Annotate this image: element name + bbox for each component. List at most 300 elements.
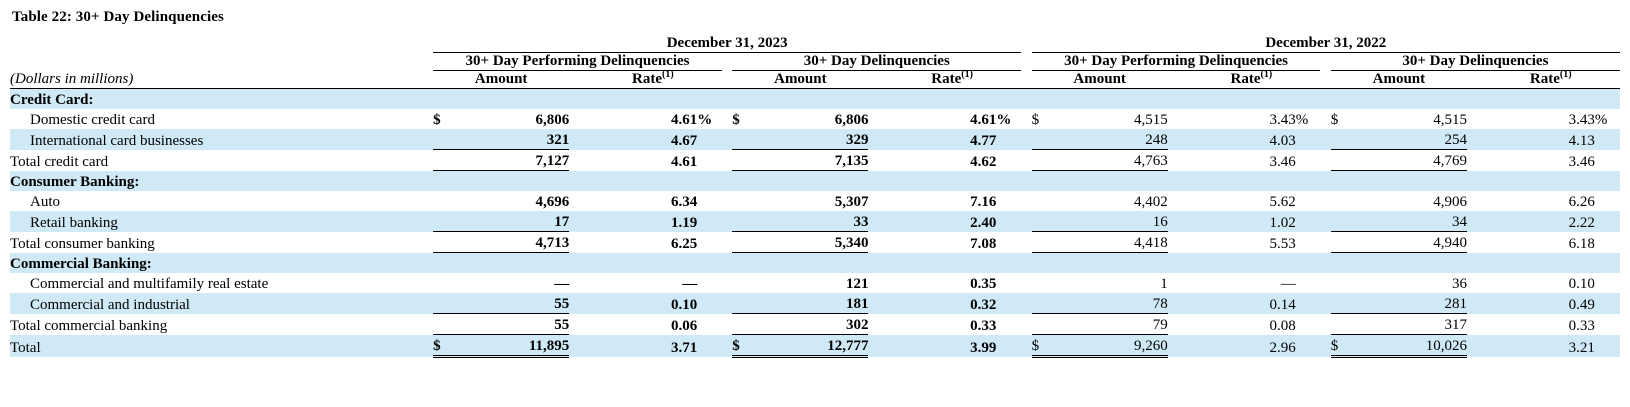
cell-gap [1467,129,1481,150]
amount-cell: 5,307 [834,194,869,210]
cell-gap [1168,335,1182,357]
percent-symbol [1595,129,1620,150]
rate-cell: — [682,276,698,292]
amount-cell: 6,806 [834,112,869,128]
amount-cell: 5,340 [755,232,869,253]
table-row [10,150,1620,171]
amount-cell: 6,806 [535,112,570,128]
rate-cell [584,89,698,110]
amount-cell: 248 [1145,132,1168,148]
percent-symbol [697,253,722,274]
amount-cell: 79 [1054,314,1168,335]
header-amount-1: Amount [433,71,569,89]
rate-cell [584,253,698,274]
rate-cell [883,171,997,192]
cell-gap [1467,293,1481,314]
currency-symbol [732,253,755,274]
currency-symbol [1331,314,1354,335]
column-separator [1021,314,1031,335]
rate-cell: 4.13 [1568,132,1595,149]
rate-cell: 3.43 [1568,112,1595,128]
row-label: Consumer Banking: [10,174,140,190]
column-separator [722,335,732,357]
row-label: Commercial Banking: [10,256,152,272]
row-label: Retail banking [30,214,118,231]
column-separator [722,191,732,211]
amount-cell [456,171,570,192]
rate-cell [1182,89,1296,110]
percent-symbol [1296,335,1321,357]
rate-cell: 3.99 [970,339,997,356]
table-row [10,293,1620,314]
currency-symbol: $ [1331,335,1354,357]
rate-cell: 4.62 [970,153,997,170]
table-caption: Table 22: 30+ Day Delinquencies [12,9,224,25]
amount-cell: 302 [755,314,869,335]
rate-cell: 3.21 [1568,339,1595,356]
percent-symbol [996,253,1021,274]
column-separator [1320,211,1330,232]
column-separator [1320,335,1330,357]
amount-cell: — [554,276,570,292]
cell-gap [1168,273,1182,293]
cell-gap [569,129,583,150]
rate-cell: 0.49 [1568,296,1595,313]
table-row [10,273,1620,293]
percent-symbol [1595,273,1620,293]
amount-cell [456,253,570,274]
header-spacer [10,35,433,53]
cell-gap [868,211,882,232]
percent-symbol [697,129,722,150]
amount-cell: 4,713 [456,232,570,253]
row-label: Auto [30,194,60,210]
amount-cell [1353,89,1467,110]
header-amount-2: Amount [732,71,868,89]
amount-cell: 4,769 [1353,150,1467,171]
amount-cell: 10,026 [1353,335,1467,357]
currency-symbol [1032,232,1055,253]
amount-cell: 321 [546,132,570,148]
row-label: Commercial and multifamily real estate [30,276,269,292]
amount-cell: 12,777 [755,335,869,357]
percent-symbol: % [996,112,1012,128]
cell-gap [1467,211,1481,232]
amount-cell: 181 [845,296,869,312]
percent-symbol [1296,171,1321,192]
amount-cell [1353,253,1467,274]
amount-cell: 281 [1444,296,1467,312]
column-separator [722,109,732,129]
amount-cell [755,171,869,192]
percent-symbol [996,171,1021,192]
amount-cell: 1 [1160,276,1168,292]
header-gap-a [722,53,732,71]
rate-cell: 0.14 [1269,296,1296,313]
column-separator [1021,129,1031,150]
table-row [10,253,1620,274]
table-row [10,89,1620,110]
cell-gap [1467,314,1481,335]
rate-cell: 4.61 [970,112,997,128]
column-separator [1320,314,1330,335]
column-separator [1021,171,1031,192]
amount-cell [755,253,869,274]
cell-gap [868,109,882,129]
percent-symbol [1296,273,1321,293]
amount-cell: 317 [1353,314,1467,335]
cell-gap [569,335,583,357]
header-sep-2 [1021,71,1031,89]
percent-symbol [996,273,1021,293]
amount-cell: 55 [554,296,570,312]
cell-gap [868,89,882,110]
currency-symbol: $ [1032,335,1055,357]
delinquencies-table [10,35,1620,358]
cell-gap [569,191,583,211]
rate-cell: 0.10 [670,296,698,313]
cell-gap [1168,232,1182,253]
rate-cell: 6.26 [1568,194,1595,210]
percent-symbol [1296,314,1321,335]
cell-gap [1467,89,1481,110]
amount-cell: 9,260 [1054,335,1168,357]
amount-cell [1054,253,1168,274]
header-rate-1 [584,71,722,89]
percent-symbol [996,191,1021,211]
percent-symbol: % [1295,112,1309,128]
percent-symbol [1595,293,1620,314]
amount-cell [1353,171,1467,192]
currency-symbol [433,191,456,211]
currency-symbol [433,89,456,110]
percent-symbol [996,89,1021,110]
rate-cell: 2.22 [1568,214,1595,231]
header-rate-4 [1481,71,1620,89]
percent-symbol [697,89,722,110]
currency-symbol [1331,232,1354,253]
table-header [10,35,1620,89]
table-row [10,171,1620,192]
cell-gap [868,129,882,150]
table-body [10,89,1620,357]
cell-gap [1467,253,1481,274]
rate-cell: 4.77 [970,132,997,149]
percent-symbol [1595,191,1620,211]
currency-symbol [1331,129,1354,150]
currency-symbol [1331,211,1354,232]
header-rate-3 [1182,71,1320,89]
percent-symbol [996,314,1021,335]
units-label: (Dollars in millions) [10,71,433,89]
percent-symbol [1595,89,1620,110]
percent-symbol [697,171,722,192]
percent-symbol: % [697,112,713,128]
percent-symbol [1595,314,1620,335]
currency-symbol [732,273,755,293]
cell-gap [868,150,882,171]
cell-gap [1168,211,1182,232]
percent-symbol [996,293,1021,314]
cell-gap [868,171,882,192]
column-separator [722,150,732,171]
percent-symbol [1296,150,1321,171]
column-separator [1320,293,1330,314]
percent-symbol [697,273,722,293]
column-separator [1021,89,1031,110]
row-label: Total consumer banking [10,235,155,252]
column-separator [1320,232,1330,253]
cell-gap [1467,150,1481,171]
rate-cell: 0.06 [670,317,698,334]
currency-symbol: $ [732,112,740,128]
percent-symbol [1595,253,1620,274]
cell-gap [1467,191,1481,211]
amount-cell [456,89,570,110]
column-separator [1320,253,1330,274]
amount-cell: 34 [1451,214,1467,230]
cell-gap [569,293,583,314]
cell-gap [868,253,882,274]
cell-gap [1168,253,1182,274]
rate-cell [883,89,997,110]
percent-symbol [697,293,722,314]
column-separator [722,211,732,232]
currency-symbol [732,293,755,314]
header-gap-c [1320,53,1330,71]
cell-gap [569,273,583,293]
amount-cell: 4,696 [535,194,570,210]
percent-symbol [1296,129,1321,150]
amount-cell: 7,135 [755,150,869,171]
currency-symbol: $ [1031,112,1040,128]
percent-symbol [697,232,722,253]
table-row [10,129,1620,150]
rate-cell [584,171,698,192]
cell-gap [569,109,583,129]
amount-cell [1054,89,1168,110]
header-gap-1 [569,71,583,89]
row-label: Commercial and industrial [30,296,190,313]
currency-symbol [1331,89,1354,110]
column-separator [722,314,732,335]
rate-cell: 7.08 [970,235,997,252]
column-separator [722,273,732,293]
rate-cell [1182,171,1296,192]
header-rate-3-text: Rate [1230,71,1261,87]
rate-cell: 0.35 [970,276,997,292]
row-label: Credit Card: [10,92,94,108]
cell-gap [1168,314,1182,335]
header-sep-3 [1320,71,1330,89]
currency-symbol [1032,253,1055,274]
table-row [10,109,1620,129]
rate-cell: 5.62 [1269,194,1296,210]
cell-gap [868,273,882,293]
header-spacer-2 [10,53,433,71]
amount-cell: 11,895 [456,335,570,357]
header-row-years [10,35,1620,53]
rate-cell: 0.08 [1269,317,1296,334]
header-group-performing-2022: 30+ Day Performing Delinquencies [1032,53,1321,71]
row-label: Total [10,339,41,356]
currency-symbol: $ [732,335,755,357]
currency-symbol [732,150,755,171]
row-label: Domestic credit card [30,112,155,128]
row-label: Total credit card [10,153,109,170]
header-gap-4 [1467,71,1481,89]
currency-symbol [1032,273,1055,293]
amount-cell [1054,171,1168,192]
header-spacer-mid [1021,35,1031,53]
amount-cell: 7,127 [456,150,570,171]
cell-gap [1168,293,1182,314]
currency-symbol [433,314,456,335]
rate-cell: — [1280,276,1296,292]
table-row [10,191,1620,211]
cell-gap [1467,273,1481,293]
currency-symbol [433,232,456,253]
row-label: Total commercial banking [10,317,168,334]
percent-symbol [697,211,722,232]
currency-symbol [1032,129,1055,150]
column-separator [1021,335,1031,357]
rate-cell: 7.16 [970,194,997,210]
column-separator [1021,150,1031,171]
rate-cell: 1.02 [1269,214,1296,231]
amount-cell: 4,515 [1134,112,1168,128]
currency-symbol [433,171,456,192]
rate-cell: 0.10 [1568,276,1595,292]
header-rate-2-text: Rate [931,71,962,87]
cell-gap [868,191,882,211]
currency-symbol [433,293,456,314]
percent-symbol [1595,171,1620,192]
column-separator [722,253,732,274]
column-separator [722,89,732,110]
cell-gap [1168,150,1182,171]
cell-gap [1467,109,1481,129]
currency-symbol [732,171,755,192]
rate-cell: 4.61 [670,153,698,170]
rate-cell: 5.53 [1269,235,1296,252]
currency-symbol [732,191,755,211]
column-separator [1021,191,1031,211]
currency-symbol [1331,253,1354,274]
rate-cell: 6.25 [670,235,698,252]
amount-cell: 4,418 [1054,232,1168,253]
header-rate-4-footnote: (1) [1559,69,1572,80]
percent-symbol [1296,211,1321,232]
header-year-2022: December 31, 2022 [1032,35,1620,53]
rate-cell: 3.43 [1269,112,1296,128]
amount-cell: 254 [1444,132,1467,148]
currency-symbol [732,314,755,335]
cell-gap [1168,89,1182,110]
rate-cell [1182,253,1296,274]
header-rate-1-text: Rate [632,71,662,87]
currency-symbol [1331,171,1354,192]
currency-symbol [732,129,755,150]
currency-symbol [433,129,456,150]
rate-cell: 0.32 [970,296,997,313]
amount-cell: 4,940 [1353,232,1467,253]
percent-symbol [1296,293,1321,314]
rate-cell [1481,253,1595,274]
column-separator [1021,293,1031,314]
cell-gap [1168,129,1182,150]
rate-cell: 4.67 [670,132,698,149]
currency-symbol: $ [433,335,456,357]
header-rate-3-footnote: (1) [1260,69,1273,80]
currency-symbol: $ [1330,112,1339,128]
header-group-total-2023: 30+ Day Delinquencies [732,53,1021,71]
amount-cell: 17 [554,214,570,230]
rate-cell: 0.33 [1568,317,1595,334]
percent-symbol [996,150,1021,171]
rate-cell [1481,89,1595,110]
currency-symbol [1032,293,1055,314]
rate-cell: 4.03 [1269,132,1296,149]
rate-cell: 2.96 [1269,339,1296,356]
currency-symbol [1032,314,1055,335]
currency-symbol [1331,150,1354,171]
header-amount-4: Amount [1331,71,1467,89]
amount-cell: 4,515 [1433,112,1467,128]
column-separator [722,293,732,314]
percent-symbol [1595,335,1620,357]
rate-cell: 3.46 [1269,153,1296,170]
header-rate-2-footnote: (1) [961,69,973,80]
rate-cell: 2.40 [970,214,997,231]
cell-gap [868,293,882,314]
column-separator [1320,273,1330,293]
rate-cell: 3.71 [670,339,698,356]
currency-symbol [433,211,456,232]
cell-gap [569,253,583,274]
rate-cell: 4.61 [670,112,698,128]
amount-cell: 121 [845,276,869,292]
amount-cell: 4,402 [1134,194,1168,210]
header-year-2023: December 31, 2023 [433,35,1021,53]
currency-symbol [1032,171,1055,192]
rate-cell [883,253,997,274]
table-row [10,335,1620,357]
currency-symbol [1331,293,1354,314]
cell-gap [868,335,882,357]
percent-symbol [697,191,722,211]
amount-cell [755,89,869,110]
currency-symbol [433,150,456,171]
amount-cell: 78 [1152,296,1168,312]
column-separator [1320,129,1330,150]
cell-gap [569,150,583,171]
percent-symbol: % [1594,112,1608,128]
column-separator [1320,150,1330,171]
amount-cell: 4,906 [1433,194,1467,210]
cell-gap [569,171,583,192]
percent-symbol [697,335,722,357]
cell-gap [569,89,583,110]
rate-cell: 0.33 [970,317,997,334]
rate-cell: 6.34 [670,194,698,210]
column-separator [1021,253,1031,274]
cell-gap [1467,171,1481,192]
header-gap-2 [868,71,882,89]
header-rate-2 [883,71,1021,89]
currency-symbol [433,273,456,293]
cell-gap [1168,109,1182,129]
